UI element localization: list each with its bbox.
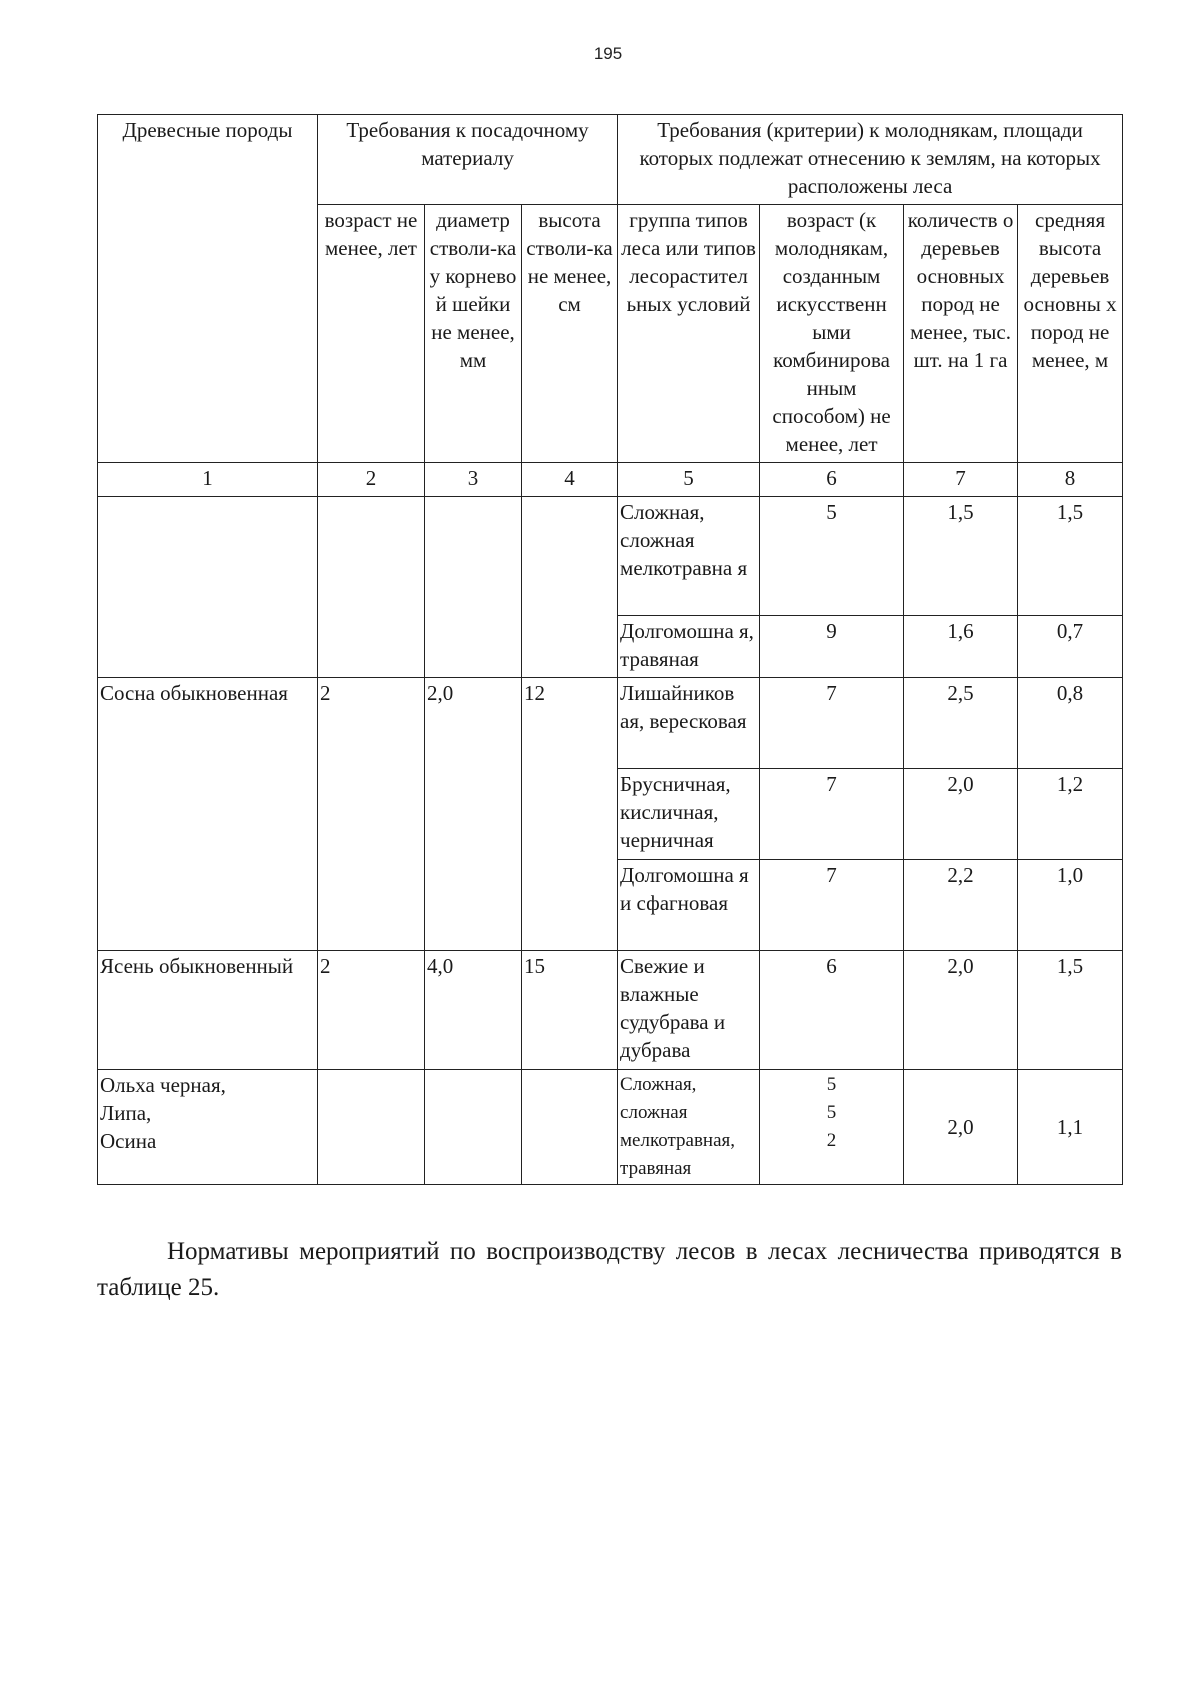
mean-height-cell: 0,8 <box>1018 678 1123 769</box>
stand-age-cell <box>760 1070 904 1185</box>
species-line: Ольха черная, <box>100 1073 226 1097</box>
column-number: 4 <box>522 463 618 497</box>
subheader-seedling-age: возраст не менее, лет <box>318 205 425 463</box>
seedling-age-cell-empty <box>318 1070 425 1185</box>
species-line: Осина <box>100 1129 157 1153</box>
tree-count-cell: 1,6 <box>904 616 1018 678</box>
seedling-height-cell: 12 <box>522 678 618 951</box>
table-row <box>98 678 1123 769</box>
stand-age-line: 5 <box>826 1102 837 1123</box>
stand-age-cell: 6 <box>760 951 904 1070</box>
table-row <box>98 951 1123 1070</box>
column-number: 8 <box>1018 463 1123 497</box>
seedling-age-cell: 2 <box>318 678 425 951</box>
stand-age-line: 2 <box>826 1130 837 1151</box>
forest-type-cell: Лишайников ая, вересковая <box>618 678 760 769</box>
mean-height-cell: 0,7 <box>1018 616 1123 678</box>
species-cell-empty <box>98 497 318 678</box>
forest-type-cell: Долгомошна я и сфагновая <box>618 860 760 951</box>
seedling-height-cell: 15 <box>522 951 618 1070</box>
table-row <box>98 1070 1123 1185</box>
stand-age-cell: 7 <box>760 769 904 860</box>
column-number: 2 <box>318 463 425 497</box>
body-paragraph: Нормативы мероприятий по воспроизводству лесов в лесах лесничества приводятся в таблице 25. <box>97 1238 1122 1301</box>
species-line: Липа, <box>100 1101 152 1125</box>
diameter-cell-empty <box>425 1070 522 1185</box>
stand-age-line: 5 <box>826 1074 837 1095</box>
forest-type-line: сложная <box>620 1102 688 1123</box>
tree-count-cell: 2,5 <box>904 678 1018 769</box>
mean-height-cell: 1,2 <box>1018 769 1123 860</box>
stand-age-cell: 9 <box>760 616 904 678</box>
page-number: 195 <box>593 44 623 63</box>
header-planting-material: Требования к посадочному материалу <box>318 115 618 205</box>
diameter-cell: 2,0 <box>425 678 522 951</box>
subheader-collar-diameter: диаметр стволи-ка у корнево й шейки не менее, мм <box>425 205 522 463</box>
column-number: 6 <box>760 463 904 497</box>
seedling-age-cell-empty <box>318 497 425 678</box>
column-number: 5 <box>618 463 760 497</box>
tree-count-cell: 1,5 <box>904 497 1018 616</box>
table-header-row <box>98 115 1123 205</box>
tree-count-cell: 2,2 <box>904 860 1018 951</box>
tree-count-cell: 2,0 <box>904 951 1018 1070</box>
subheader-mean-height: средняя высота деревьев основны х пород не менее, м <box>1018 205 1123 463</box>
seedling-age-cell: 2 <box>318 951 425 1070</box>
subheader-tree-count: количеств о деревьев основных пород не менее, тыс. шт. на 1 га <box>904 205 1018 463</box>
forest-type-cell <box>618 1070 760 1185</box>
table-row <box>98 497 1123 616</box>
tree-count-cell: 2,0 <box>904 769 1018 860</box>
forest-type-cell: Сложная, сложная мелкотравна я <box>618 497 760 616</box>
forest-type-cell: Долгомошна я, травяная <box>618 616 760 678</box>
header-tree-species: Древесные породы <box>98 115 318 463</box>
column-number: 1 <box>98 463 318 497</box>
column-number: 7 <box>904 463 1018 497</box>
tree-count-cell: 2,0 <box>904 1070 1018 1185</box>
seedling-height-cell-empty <box>522 497 618 678</box>
subheader-forest-type-group: группа типов леса или типов лесорастител ьных условий <box>618 205 760 463</box>
stand-age-cell: 7 <box>760 860 904 951</box>
mean-height-cell: 1,0 <box>1018 860 1123 951</box>
forest-type-line: Сложная, <box>620 1074 697 1095</box>
species-cell: Сосна обыкновенная <box>98 678 318 951</box>
forest-type-cell: Брусничная, кисличная, черничная <box>618 769 760 860</box>
subheader-stand-age: возраст (к молоднякам, созданным искусственн ыми комбинирова нным способом) не менее, лет <box>760 205 904 463</box>
stand-age-cell: 5 <box>760 497 904 616</box>
column-number-row <box>98 463 1123 497</box>
species-cell <box>98 1070 318 1185</box>
subheader-seedling-height: высота стволи-ка не менее, см <box>522 205 618 463</box>
column-number: 3 <box>425 463 522 497</box>
species-cell: Ясень обыкновенный <box>98 951 318 1070</box>
mean-height-cell: 1,5 <box>1018 497 1123 616</box>
forest-type-cell: Свежие и влажные судубрава и дубрава <box>618 951 760 1070</box>
forest-type-line: травяная <box>620 1158 692 1179</box>
header-young-stand-criteria: Требования (критерии) к молоднякам, площади которых подлежат отнесению к землям, на которых расположены леса <box>618 115 1123 205</box>
seedling-height-cell-empty <box>522 1070 618 1185</box>
diameter-cell: 4,0 <box>425 951 522 1070</box>
mean-height-cell: 1,5 <box>1018 951 1123 1070</box>
diameter-cell-empty <box>425 497 522 678</box>
forest-type-line: мелкотравная, <box>620 1130 736 1151</box>
requirements-table <box>97 114 1123 1185</box>
mean-height-cell: 1,1 <box>1018 1070 1123 1185</box>
stand-age-cell: 7 <box>760 678 904 769</box>
